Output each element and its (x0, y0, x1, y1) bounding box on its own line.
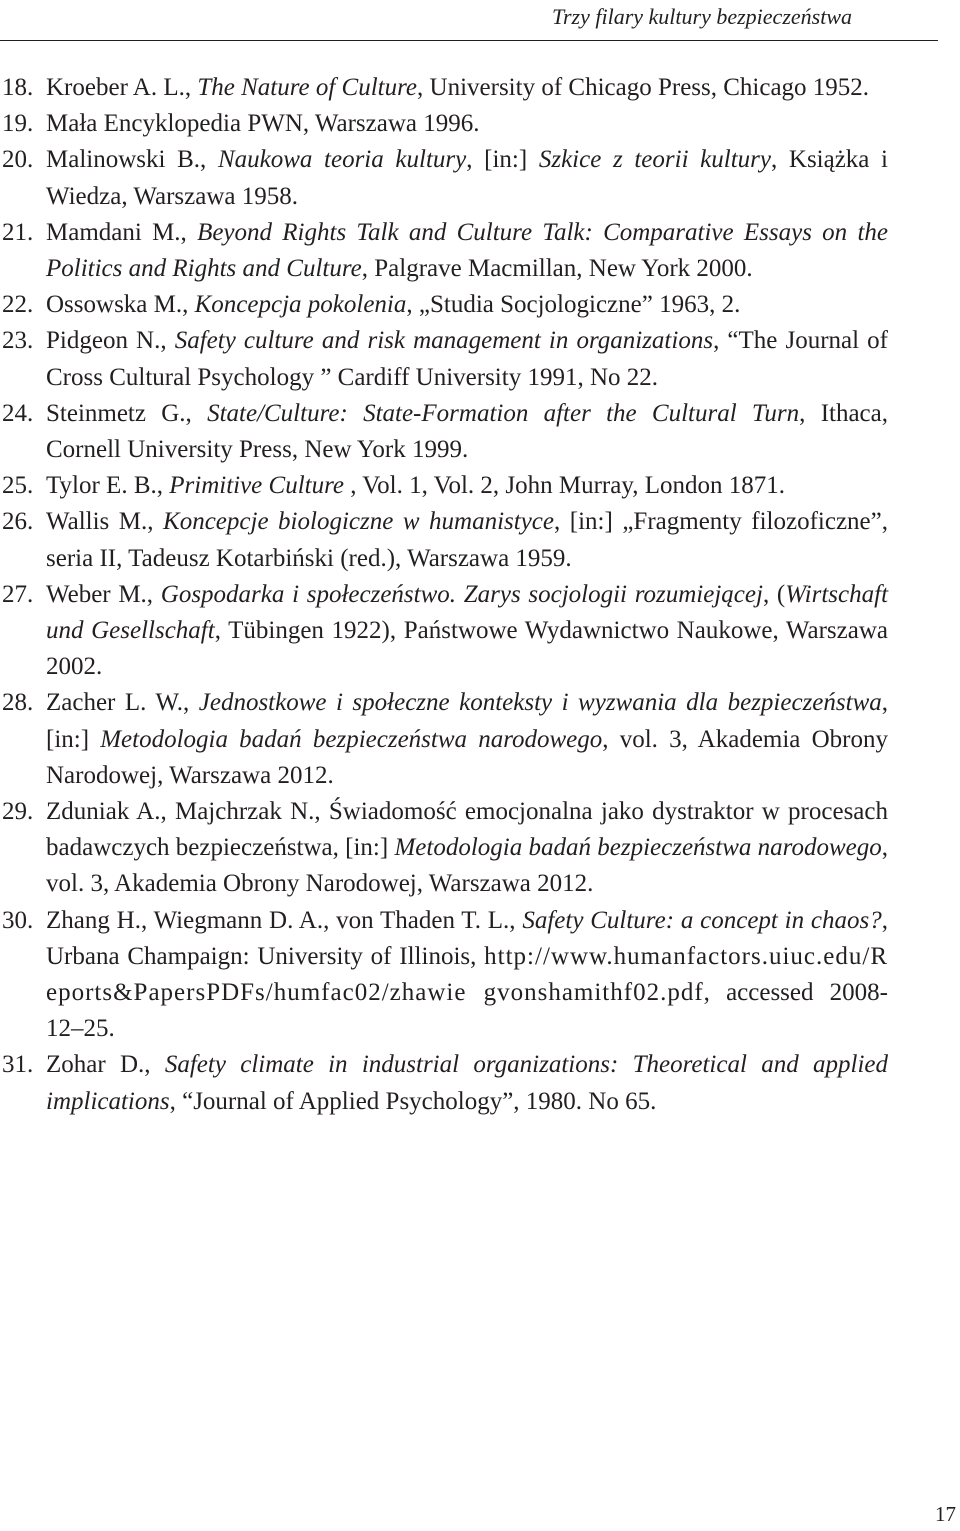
entry-title-italic: State/Culture: State-Formation after the Cultural Turn (207, 399, 800, 427)
entry-text: , “The Journal of Cross Cultural Psychology ” Cardiff University 1991, No 22. (46, 327, 888, 391)
entry-text: Kroeber A. L., (46, 74, 198, 101)
entry-text: , Palgrave Macmillan, New York 2000. (361, 255, 753, 283)
entry-title-italic: Metodologia badań bezpieczeństwa narodowego (100, 725, 603, 753)
entry-text: , [in:] (466, 146, 539, 174)
entry-title-italic: Metodologia badań bezpieczeństwa narodowego (394, 834, 882, 862)
entry-text: , Ithaca, Cornell University Press, New York 1999. (46, 399, 889, 464)
entry-number: 30. (2, 906, 34, 934)
entry-number: 18. (2, 74, 34, 101)
entry-title-italic: Primitive Culture (169, 472, 344, 500)
entry-number: 31. (2, 1051, 34, 1079)
entry-text: , [in:] (46, 689, 888, 753)
entry-text: Zhang H., Wiegmann D. A., von Thaden T. L., (46, 906, 523, 934)
bibliography-entry (0, 794, 888, 903)
entry-number: 29. (2, 798, 34, 826)
bibliography-entry (0, 468, 888, 504)
entry-title-italic: Jednostkowe i społeczne konteksty i wyzwania dla bezpieczeństwa (198, 689, 882, 717)
entry-text: Ossowska M., (46, 291, 195, 319)
entry-text: Malinowski B., (46, 146, 218, 174)
entry-text: , accessed 2008-12–25. (46, 979, 888, 1043)
entry-number: 23. (2, 327, 34, 355)
entry-text: Steinmetz G., (46, 399, 208, 427)
entry-number: 27. (2, 580, 34, 608)
entry-title-italic: Safety climate in industrial organizations: Theoretical and applied implications (46, 1051, 888, 1115)
running-header (0, 0, 960, 42)
entry-text: , University of Chicago Press, Chicago 1952. (417, 74, 870, 101)
entry-text: , Tübingen 1922), Państwowe Wydawnictwo Naukowe, Warszawa 2002. (46, 617, 888, 681)
entry-title-italic: Safety Culture: a concept in chaos? (522, 906, 882, 934)
entry-number: 26. (2, 508, 34, 536)
entry-title-italic: Koncepcja pokolenia (194, 291, 407, 319)
entry-text: Wallis M., (46, 508, 164, 536)
entry-text: , “Journal of Applied Psychology”, 1980. No 65. (169, 1087, 657, 1115)
entry-text: Mała Encyklopedia PWN, Warszawa 1996. (46, 110, 480, 138)
header-rule (0, 40, 938, 41)
bibliography-entry (0, 70, 888, 106)
entry-title-italic: The Nature of Culture (197, 74, 418, 101)
entry-text: Tylor E. B., (46, 472, 170, 500)
entry-text: , vol. 3, Akademia Obrony Narodowej, Warszawa 2012. (46, 834, 888, 898)
entry-text: , Vol. 1, Vol. 2, John Murray, London 1871. (344, 472, 786, 500)
entry-text: Zohar D., (46, 1051, 165, 1079)
bibliography-entry (0, 215, 888, 287)
entry-number: 19. (2, 110, 34, 138)
entry-text: Weber M., (46, 580, 161, 608)
bibliography-entry (0, 142, 888, 214)
bibliography-entry (0, 1047, 888, 1119)
bibliography-entry (0, 396, 888, 468)
entry-text: , Książka i Wiedza, Warszawa 1958. (46, 146, 889, 210)
entry-text: , vol. 3, Akademia Obrony Narodowej, Warszawa 2012. (46, 725, 888, 789)
entry-number: 22. (2, 291, 34, 319)
bibliography-entry (0, 903, 888, 1048)
entry-text: , Urbana Champaign: University of Illinois, (46, 906, 889, 970)
entry-text: Zacher L. W., (46, 689, 199, 717)
entry-number: 25. (2, 472, 34, 500)
entry-number: 24. (2, 399, 34, 427)
entry-title-italic: Safety culture and risk management in organizations (174, 327, 714, 355)
bibliography-entry (0, 323, 888, 395)
entry-text: Mamdani M., (46, 218, 198, 246)
running-head-title: Trzy filary kultury bezpieczeństwa (551, 4, 852, 29)
entry-number: 28. (2, 689, 34, 717)
entry-text: , ( (762, 580, 786, 608)
entry-title-italic: Szkice z teorii kultury (538, 146, 771, 174)
bibliography-entry (0, 577, 888, 686)
entry-number: 21. (2, 218, 34, 246)
page-number: 17 (935, 1502, 956, 1526)
bibliography-entry (0, 685, 888, 794)
entry-title-italic: Naukowa teoria kultury (217, 146, 467, 174)
entry-number: 20. (2, 146, 34, 174)
bibliography-entry (0, 287, 888, 323)
bibliography-entry (0, 504, 888, 576)
entry-text: , [in:] „Fragmenty filozoficzne”, seria II, Tadeusz Kotarbiński (red.), Warszawa 1959. (46, 508, 888, 572)
bibliography-list (0, 70, 888, 1120)
bibliography-entry (0, 106, 888, 142)
entry-text: Pidgeon N., (46, 327, 175, 355)
entry-text: , „Studia Socjologiczne” 1963, 2. (406, 291, 741, 319)
entry-title-italic: Beyond Rights Talk and Culture Talk: Comparative Essays on the Politics and Rights and Culture (46, 218, 888, 283)
entry-title-italic: Gospodarka i społeczeństwo. Zarys socjologii rozumiejącej (160, 580, 763, 608)
entry-title-italic: Wirtschaft und Gesellschaft (46, 580, 889, 645)
entry-url: http://www.humanfactors.uiuc.edu/Reports&PapersPDFs/humfac02/zhawie gvonshamithf02.pdf (46, 942, 888, 1007)
entry-text: Zduniak A., Majchrzak N., Świadomość emocjonalna jako dystraktor w procesach badawczych bezpieczeństwa, [in:] (46, 798, 888, 862)
entry-title-italic: Koncepcje biologiczne w humanistyce (163, 508, 554, 536)
